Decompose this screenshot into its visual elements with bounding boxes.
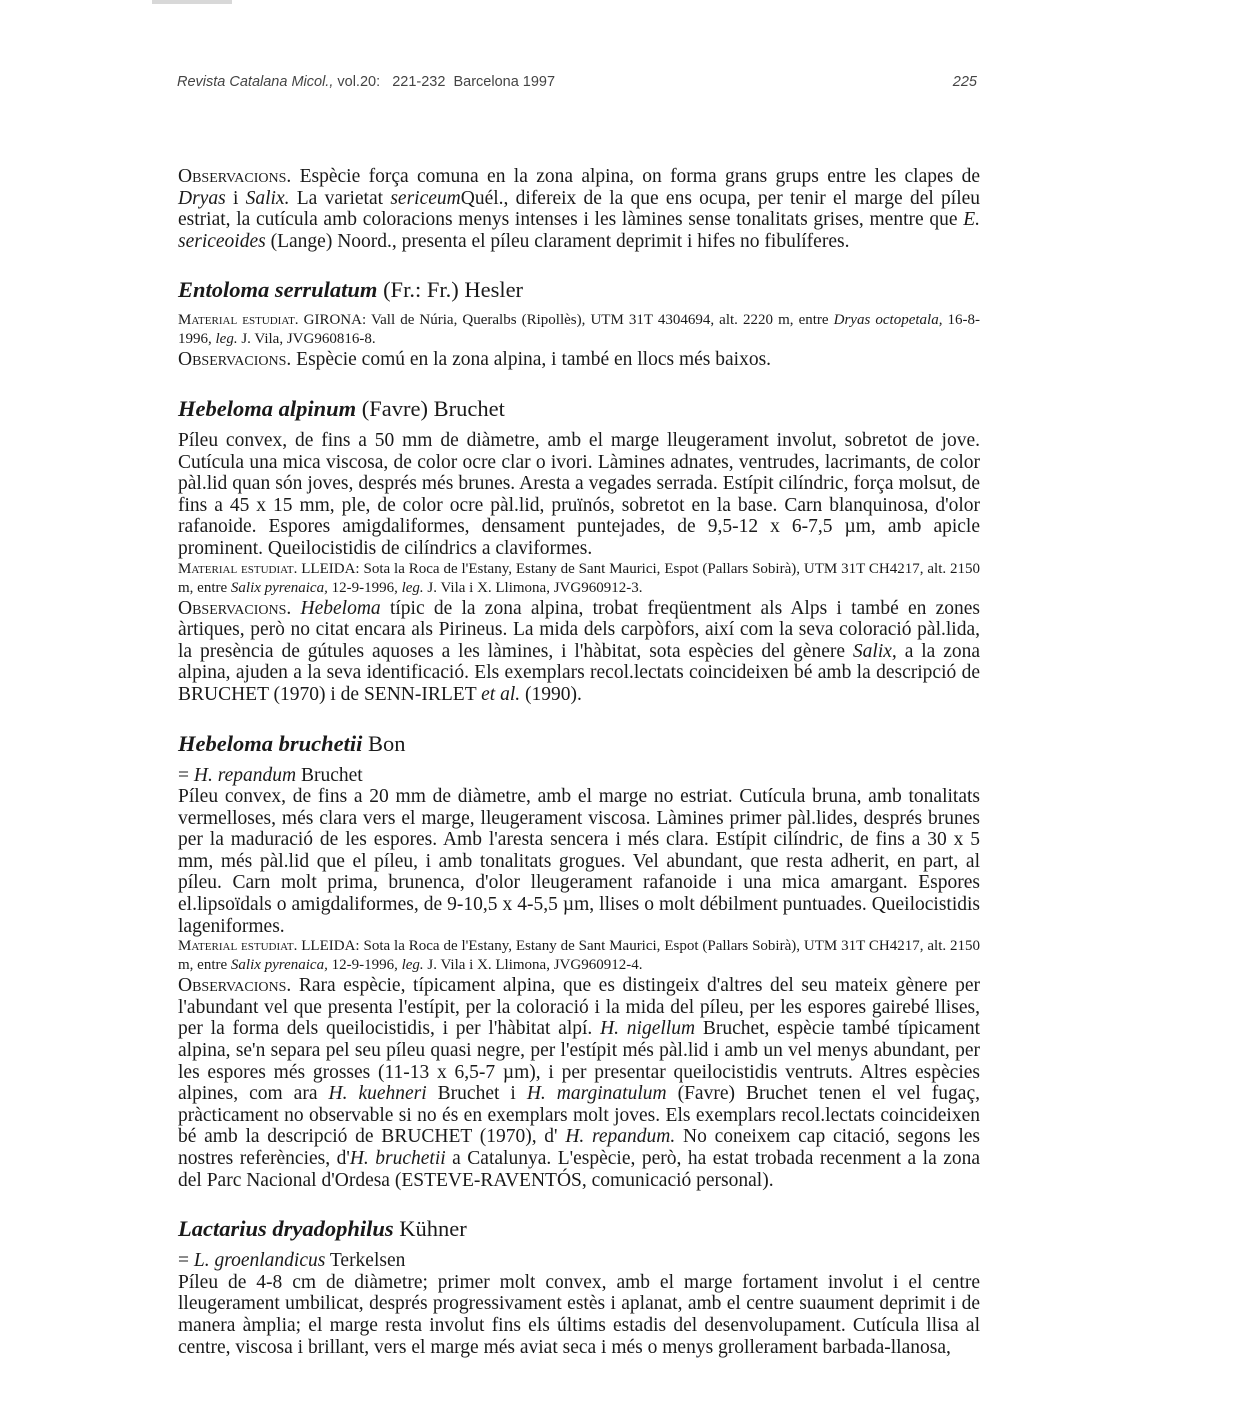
- observations: Observacions. Espècie comú en la zona alpina, i també en llocs més baixos.: [178, 349, 772, 371]
- species-name: Lactarius dryadophilus: [178, 1216, 394, 1242]
- species-heading-hebeloma-alpinum: [178, 396, 980, 422]
- journal-place-year: Barcelona 1997: [453, 74, 556, 90]
- observations-label: Observacions.: [178, 166, 292, 187]
- species-heading-entoloma: [178, 277, 980, 303]
- species-author: (Fr.: Fr.) Hesler: [383, 277, 524, 303]
- material-studied: Material estudiat. GIRONA: Vall de Núria, Queralbs (Ripollès), UTM 31T 4304694, alt. 2220 m, entre Dryas octopetala, 16-8-1996, leg. J. Vila, JVG960816-8.: [178, 312, 981, 348]
- material-studied: Material estudiat. LLEIDA: Sota la Roca de l'Estany, Estany de Sant Maurici, Espot (Pallars Sobirà), UTM 31T CH4217, alt. 2150 m, entre Salix pyrenaica, 12-9-1996, leg. J. Vila i X. Llimona, JVG960912-4.: [178, 938, 981, 974]
- material-studied: Material estudiat. LLEIDA: Sota la Roca de l'Estany, Estany de Sant Maurici, Espot (Pallars Sobirà), UTM 31T CH4217, alt. 2150 m, entre Salix pyrenaica, 12-9-1996, leg. J. Vila i X. Llimona, JVG960912-3.: [178, 560, 981, 596]
- species-description: Píleu convex, de fins a 20 mm de diàmetre, amb el marge no estriat. Cutícula bruna, amb tonalitats vermelloses, més clara vers el marge, lleugerament viscosa. Làmines primer pàl.lides, després brunes per la maduració de les espores. Amb l'aresta sencera i més clara. Estípit cilíndric, de fins a 30 x 5 mm, més pàl.lid que el píleu, i amb tonalitats grogues. Vel abundant, que resta adherit, en part, al píleu. Carn molt prima, brunenca, d'olor lleugerament rafanoide i una mica amargant. Espores el.lipsoïdals o amigdaliformes, de 9-10,5 x 4-5,5 µm, llises o molt débilment puntuades. Queilocistidis lageniformes.: [178, 786, 981, 937]
- running-header: [177, 74, 977, 96]
- species-author: (Favre) Bruchet: [361, 395, 505, 421]
- species-description: Píleu convex, de fins a 50 mm de diàmetre, amb el marge lleugerament involut, sobretot de jove. Cutícula una mica viscosa, de color ocre clar o ivori. Làmines adnates, ventrudes, lacrimants, de color pàl.lid quan són joves, després més brunes. Aresta a vegades serrada. Estípit cilíndric, força molsut, de fins a 45 x 15 mm, ple, de color ocre pàl.lid, pruïnós, sobretot en la base. Carn blanquinosa, d'olor rafanoide. Espores amigdaliformes, densament puntejades, de 9,5-12 x 6-7,5 µm, amb apicle prominent. Queilocistidis de cilíndrics a claviformes.: [178, 429, 980, 559]
- article-body: [178, 166, 980, 1358]
- synonym: = L. groenlandicus Terkelsen: [178, 1250, 406, 1272]
- journal-volume: vol.20:: [337, 74, 381, 90]
- species-heading-hebeloma-bruchetii: [178, 731, 980, 757]
- species-author: Bon: [368, 730, 406, 756]
- synonym: = H. repandum Bruchet: [178, 764, 363, 786]
- observations: Observacions. Rara espècie, típicament alpina, que es distingeix d'altres del seu mateix gènere per l'abundant vel que presenta l'estípit, per la coloració i la mida del píleu, per les espores gairebé llises, per la forma dels queilocistidis, i per l'hàbitat alpí. H. nigellum Bruchet, espècie també típicament alpina, se'n separa pel seu píleu quasi negre, per l'estípit més pàl.lid i amb un vel menys abundant, per les espores més grosses (11-13 x 6,5-7 µm), i per presentar queilocistidis ventruts. Altres espècies alpines, com ara H. kuehneri Bruchet i H. marginatulum (Favre) Bruchet tenen el vel fugaç, pràcticament no observable si no és en exemplars molt joves. Els exemplars recol.lectats coincideixen bé amb la descripció de BRUCHET (1970), d' H. repandum. No coneixem cap citació, segons les nostres referències, d'H. bruchetii a Catalunya. L'espècie, però, ha estat trobada recenment a la zona del Parc Nacional d'Ordesa (ESTEVE-RAVENTÓS, comunicació personal).: [178, 975, 981, 1191]
- journal-title: Revista Catalana Micol.,: [177, 74, 334, 90]
- species-heading-lactarius: [178, 1216, 980, 1242]
- scan-edge-mark: [152, 0, 232, 4]
- species-name: Entoloma serrulatum: [178, 277, 378, 303]
- journal-pages: 221-232: [392, 74, 446, 90]
- page-number: 225: [952, 74, 977, 90]
- species-description: Píleu de 4-8 cm de diàmetre; primer molt convex, amb el marge fortament involut i el centre lleugerament umbilicat, després progressivament estès i aplanat, amb el centre suaument deprimit i de manera àmplia; el marge resta involut fins els últims estadis del desenvolupament. Cutícula llisa al centre, viscosa i brillant, vers el marge més aviat seca i més o menys grollerament barbada-llanosa,: [178, 1271, 980, 1358]
- intro-observations: Observacions. Espècie força comuna en la zona alpina, on forma grans grups entre les clapes de Dryas i Salix. La varietat sericeumQuél., difereix de la que ens ocupa, per tenir el marge del píleu estriat, la cutícula amb coloracions menys intenses i les làmines sense tonalitats grises, mentre que E. sericeoides (Lange) Noord., presenta el píleu clarament deprimit i hifes no fibulíferes.: [178, 166, 981, 252]
- observations: Observacions. Hebeloma típic de la zona alpina, trobat freqüentment als Alps i també en zones àrtiques, però no citat encara als Pirineus. La mida dels carpòfors, així com la seva coloració pàl.lida, la presència de gútules aquoses a les làmines, i l'hàbitat, sota espècies del gènere Salix, a la zona alpina, ajuden a la seva identificació. Els exemplars recol.lectats coincideixen bé amb la descripció de BRUCHET (1970) i de SENN-IRLET et al. (1990).: [178, 597, 981, 705]
- species-name: Hebeloma bruchetii: [178, 730, 363, 756]
- species-author: Kühner: [399, 1216, 467, 1242]
- species-name: Hebeloma alpinum: [178, 395, 357, 421]
